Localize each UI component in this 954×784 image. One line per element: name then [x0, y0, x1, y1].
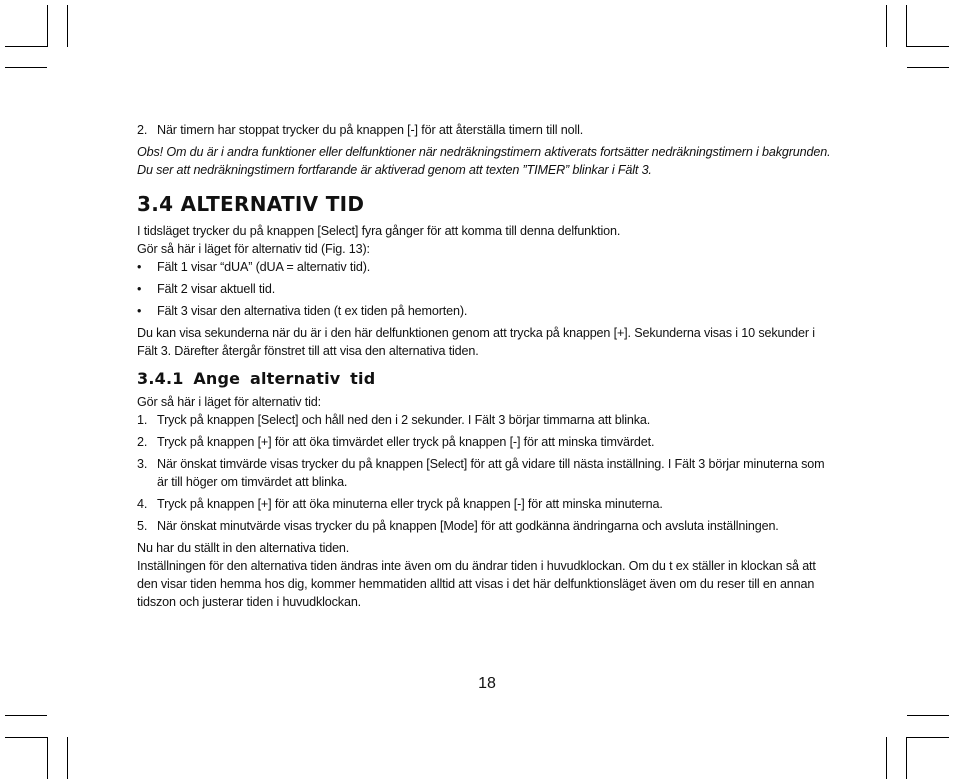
paragraph: Du kan visa sekunderna när du är i den här delfunktionen genom att trycka på knappen [+]. Sekunderna visas i 10 sekunder i Fält 3. Därefter återgår fönstret till att visa den alternativa tiden.	[137, 326, 815, 358]
step-text: Tryck på knappen [+] för att öka timvärdet eller tryck på knappen [-] för att minska timvärdet.	[157, 435, 655, 449]
step-number: 2.	[137, 435, 148, 449]
crop-mark-bottom-right-v1	[886, 737, 887, 779]
crop-mark-top-left-h1	[5, 46, 47, 47]
bullet-icon: •	[137, 304, 142, 318]
step-number: 1.	[137, 413, 148, 427]
step-number: 3.	[137, 457, 148, 471]
step-text: När önskat timvärde visas trycker du på knappen [Select] för att gå vidare till nästa inställning. I Fält 3 börjar minuterna som är till höger om timvärdet att blinka.	[157, 457, 825, 489]
crop-mark-top-left-v2	[67, 5, 68, 47]
step-item	[137, 495, 833, 513]
step-item	[137, 517, 833, 535]
list-item-stop-timer	[137, 121, 833, 139]
crop-mark-bottom-left-h1	[5, 715, 47, 716]
bullet-text: Fält 1 visar “dUA” (dUA = alternativ tid).	[157, 260, 371, 274]
page-content	[137, 121, 833, 611]
step-number: 4.	[137, 497, 148, 511]
bullet-icon: •	[137, 282, 142, 296]
crop-mark-bottom-right-h2	[907, 737, 949, 738]
crop-mark-bottom-right-v2	[906, 737, 907, 779]
step-text: Tryck på knappen [Select] och håll ned den i 2 sekunder. I Fält 3 börjar timmarna att blinka.	[157, 413, 651, 427]
paragraph: Gör så här i läget för alternativ tid (Fig. 13):	[137, 242, 370, 256]
paragraph: Nu har du ställt in den alternativa tiden.	[137, 541, 350, 555]
crop-mark-top-right-h1	[907, 46, 949, 47]
list-item-text: När timern har stoppat trycker du på knappen [-] för att återställa timern till noll.	[157, 123, 584, 137]
step-number: 5.	[137, 519, 148, 533]
note-paragraph: Obs! Om du är i andra funktioner eller delfunktioner när nedräkningstimern aktiverats fortsätter nedräkningstimern i bakgrunden. Du ser att nedräkningstimern fortfarande är aktiverad genom att texten ”TIMER” blinkar i Fält 3.	[137, 145, 831, 177]
paragraph: Gör så här i läget för alternativ tid:	[137, 395, 321, 409]
crop-mark-top-right-v1	[886, 5, 887, 47]
crop-mark-top-left-v1	[47, 5, 48, 47]
page-number: 18	[478, 675, 496, 692]
crop-mark-top-right-h2	[907, 67, 949, 68]
step-text: Tryck på knappen [+] för att öka minuterna eller tryck på knappen [-] för att minska minuterna.	[157, 497, 663, 511]
bullet-text: Fält 3 visar den alternativa tiden (t ex tiden på hemorten).	[157, 304, 468, 318]
bullet-item	[137, 258, 833, 276]
crop-mark-top-right-v2	[906, 5, 907, 47]
subsection-heading-ange-alternativ-tid: 3.4.1 Ange alternativ tid	[137, 369, 376, 388]
step-text: När önskat minutvärde visas trycker du på knappen [Mode] för att godkänna ändringarna och avsluta inställningen.	[157, 519, 779, 533]
list-item-number: 2.	[137, 123, 148, 137]
bullet-icon: •	[137, 260, 142, 274]
step-item	[137, 433, 833, 451]
crop-mark-bottom-left-h2	[5, 737, 47, 738]
step-item	[137, 411, 833, 429]
crop-mark-bottom-right-h1	[907, 715, 949, 716]
step-item	[137, 455, 833, 491]
bullet-text: Fält 2 visar aktuell tid.	[157, 282, 276, 296]
crop-mark-bottom-left-v1	[47, 737, 48, 779]
crop-mark-top-left-h2	[5, 67, 47, 68]
section-heading-alternativ-tid: 3.4 ALTERNATIV TID	[137, 192, 365, 216]
bullet-item	[137, 280, 833, 298]
bullet-item	[137, 302, 833, 320]
paragraph: I tidsläget trycker du på knappen [Select] fyra gånger för att komma till denna delfunktion.	[137, 224, 621, 238]
paragraph: Inställningen för den alternativa tiden ändras inte även om du ändrar tiden i huvudklockan. Om du t ex ställer in klockan så att den visar tiden hemma hos dig, kommer hemmatiden alltid att visas i det här delfunktionsläget även om du reser till en annan tidszon och justerar tiden i huvudklockan.	[137, 559, 816, 609]
crop-mark-bottom-left-v2	[67, 737, 68, 779]
